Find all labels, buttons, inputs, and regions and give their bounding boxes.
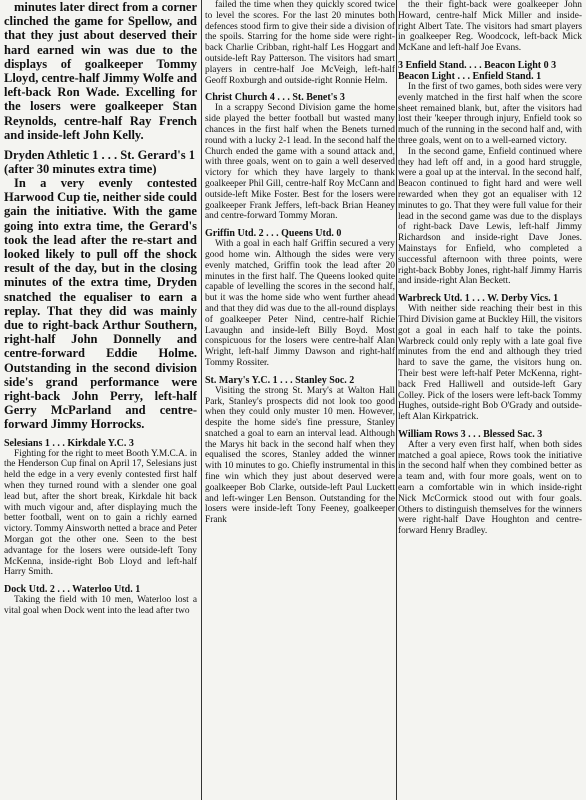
match-result-heading: Dock Utd. 2 . . . Waterloo Utd. 1 [4, 584, 141, 596]
report-paragraph: In a scrappy Second Division game the home side played the better football but wasted many chances in the first half when the Benets turned round with a lucky 2-1 lead. In the second half the Church ended the game with a sound attack and, with three goals, went on to gain a well deserved victory for which they have largely to thank goalkeeper Phil Gill, centre-half Roy McCann and outside-left Mike Foster. Best for the losers were goalkeeper Frank Jeffers, left-back Brian Heaney and centre-forward Tommy Moran. [205, 103, 395, 222]
report-paragraph: In the second game, Enfield continued where they had left off and, in a good hard struggle, were a goal up at the interval. In the second half, Beacon continued to fight hard and were well rewarded when they got an equaliser with 12 minutes to go. That they were full value for their lead in the second game was due to the displays of right-back Dave Lewis, left-half Jimmy Richardson and inside-right Dave Jones. Mainstays for Enfield, who completed a successful afternoon with three points, were right-back Bobby Jones, right-half Jimmy Harris and inside-right Alan Beckett. [398, 146, 582, 287]
match-report [398, 429, 582, 537]
report-paragraph: Fighting for the right to meet Booth Y.M.C.A. in the Henderson Cup final on April 17, Selesians just held the edge in a very evenly contested first half when they turned round with a slender one goal lead but, after the short break, Kirkdale hit back with much vigour and, after displaying much the better football, went on to gain a richly earned victory. Tommy Ainsworth netted a brace and Peter Morgan got the other one. Seen to the best advantage for the losers were outside-left Tony McKenna, inside-right Bob Lloyd and left-half Harry Smith. [4, 448, 197, 578]
match-report [205, 228, 395, 369]
match-result-heading: Griffin Utd. 2 . . . Queens Utd. 0 [205, 228, 342, 240]
match-report [4, 0, 197, 142]
column-divider [396, 0, 397, 800]
column-3 [398, 0, 582, 800]
match-report [205, 0, 395, 86]
match-report [205, 92, 395, 222]
report-paragraph: After a very even first half, when both sides matched a goal apiece, Rows took the initiative in the second half when they combined better as a team and, with four more goals, went on to earn a comfortable win in which inside-right Nick McCormick stood out with four goals. Others to distinguish themselves for the winners were right-half Dave Houghton and centre-forward Henry Bradley. [398, 439, 582, 537]
column-divider [201, 0, 202, 800]
report-paragraph: With a goal in each half Griffin secured a very good home win. Although the sides were very evenly matched, Griffin took the lead after 20 minutes in the first half. The Queens looked quite capable of levelling the scores in the second half, but it was the home side who went further ahead and that they did was due to the all-round displays of goalkeeper Peter Nind, centre-half Richie Lavaughn and inside-left Billy Boyd. Most conspicuous for the losers were centre-half Alan Wright, left-half Jimmy Dawson and right-half Tommy Rossiter. [205, 239, 395, 368]
match-report [4, 584, 197, 617]
report-paragraph: failed the time when they quickly scored twice to level the scores. For the last 20 minutes both defences stood firm to give their side a division of the spoils. Starring for the home side were right-back Charlie Cribban, right-half Les Hoggart and outside-left Ray Patterson. The visitors had smart players in centre-half Joe McVeigh, left-half Geoff Roxburgh and outside-right Ronnie Helm. [205, 0, 395, 86]
report-paragraph: the their fight-back were goalkeeper John Howard, centre-half Mick Miller and inside-right Albert Tate. The visitors had smart players in goalkeeper Reg. Woodcock, left-back Mick McKane and left-half Joe Evans. [398, 0, 582, 54]
match-result-heading: Selesians 1 . . . Kirkdale Y.C. 3 [4, 437, 134, 449]
column-2 [205, 0, 395, 800]
match-result-heading: 3 Enfield Stand. . . . Beacon Light 0 3 Beacon Light . . . Enfield Stand. 1 [398, 59, 557, 82]
match-result-heading: Christ Church 4 . . . St. Benet's 3 [205, 92, 345, 104]
match-result-heading: St. Mary's Y.C. 1 . . . Stanley Soc. 2 [205, 374, 355, 386]
match-report [205, 375, 395, 526]
match-report [4, 148, 197, 432]
report-paragraph: Taking the field with 10 men, Waterloo lost a vital goal when Dock went into the lead after two [4, 595, 197, 617]
report-paragraph: With neither side reaching their best in this Third Division game at Buckley Hill, the visitors got a goal in each half to take the points. Warbreck could only reply with a late goal five minutes from the end and although they tried hard to save the game, the visitors hung on. Their best were left-half Peter McKenna, right-back Fred Halliwell and outside-left Gary Colley. Pick of the losers were left-back Tommy Hughes, outside-right Bob O'Grady and outside-left Alan Kirkpatrick. [398, 304, 582, 423]
report-paragraph: In a very evenly contested Harwood Cup tie, neither side could gain the initiative. With the game going into extra time, the Gerard's took the lead after the re-start and looked likely to pull off the shock result of the day, but in the closing minutes of the extra time, Dryden snatched the equaliser to earn a replay. That they did was mainly due to right-back Arthur Southern, right-half John Donnelly and centre-forward Eddie Holme. Outstanding in the second division side's grand performance were right-back John Perry, left-half Gerry McParland and centre-forward Jimmy Horrocks. [4, 176, 197, 432]
report-paragraph: minutes later direct from a corner clinched the game for Spellow, and that they just about deserved their hard earned win was due to the displays of goalkeeper Tommy Lloyd, centre-half Jimmy Wolfe and left-back Ron Wade. Excelling for the losers were goalkeeper Stan Reynolds, centre-half Ray French and inside-left John Kelly. [4, 0, 197, 142]
match-result-heading: Warbreck Utd. 1 . . . W. Derby Vics. 1 [398, 293, 559, 305]
match-result-heading: Dryden Athletic 1 . . . St. Gerard's 1 (after 30 minutes extra time) [4, 148, 195, 177]
report-paragraph: Visiting the strong St. Mary's at Walton Hall Park, Stanley's prospects did not look too good when they could only muster 10 men. However, despite the home side's fine pressure, Stanley snatched a goal to earn an interval lead. Although the Marys hit back in the second half when they equalised the scores, Stanley added the winner with 10 minutes to go. Chiefly instrumental in this fine win which they just about deserved were goalkeeper Bob Clarke, outside-left Paul Luckett and left-winger Len Benson. Outstanding for the losers were inside-left Tony Feeney, goalkeeper Frank [205, 385, 395, 526]
report-paragraph: In the first of two games, both sides were very evenly matched in the first half when the score sheet remained blank, but, after the visitors had lost their 'keeper through injury, Enfield took so much of the running in the second half and, with three goals, went on to a well-earned victory. [398, 81, 582, 146]
match-report [398, 60, 582, 287]
match-report [398, 0, 582, 54]
match-report [398, 293, 582, 423]
match-report [4, 438, 197, 579]
column-1 [4, 0, 197, 800]
match-result-heading: William Rows 3 . . . Blessed Sac. 3 [398, 428, 543, 440]
